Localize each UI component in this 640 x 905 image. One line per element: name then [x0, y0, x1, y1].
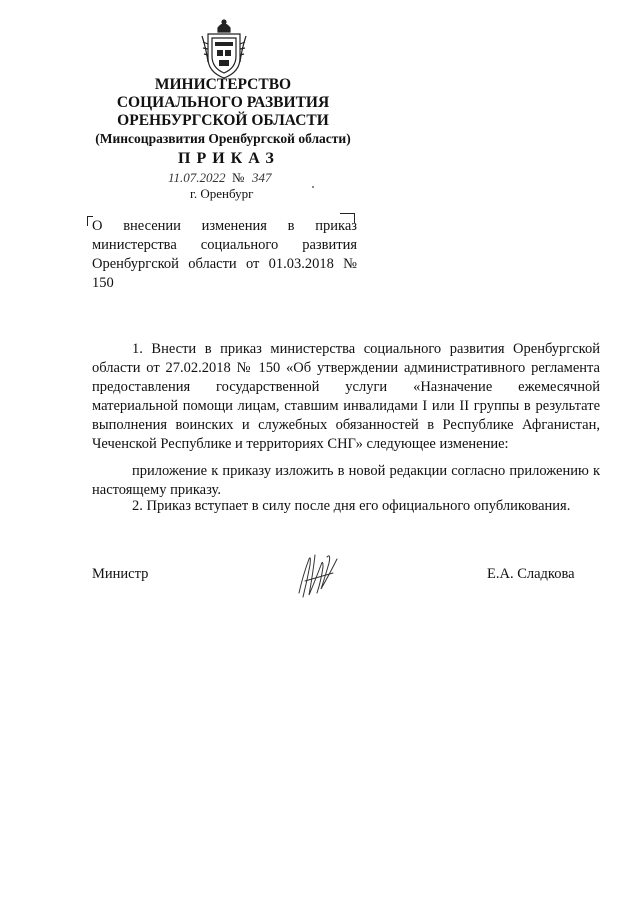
signatory-role: Министр: [92, 566, 149, 582]
order-date: 11.07.2022: [168, 170, 226, 185]
order-subject: О внесении изменения в приказ министерства социального развития Оренбургской области от 01.03.2018 № 150: [92, 218, 357, 291]
scan-speck: [312, 186, 314, 188]
body-paragraph-2: приложение к приказу изложить в новой редакции согласно приложению к настоящему приказу.: [92, 463, 600, 498]
handwritten-signature-icon: [285, 545, 355, 605]
body-paragraph-1: 1. Внести в приказ министерства социального развития Оренбургской области от 27.02.2018 № 150 «Об утверждении административного регламента предоставления государственной услуги «Назначение ежемесячной материальной помощи лицам, ставшим инвалидами I или II группы в результате выполнения воинских и служебных обязанностей в Республике Афганистан, Чеченской Республике и территориях СНГ» следующее изменение:: [92, 341, 600, 452]
header-line-4: (Минсоцразвития Оренбургской области): [95, 131, 351, 146]
header-line-1: МИНИСТЕРСТВО: [154, 76, 292, 93]
signatory-name: Е.А. Сладкова: [487, 566, 575, 582]
body-paragraph-3: 2. Приказ вступает в силу после дня его официального опубликования.: [132, 498, 571, 514]
order-city: г. Оренбург: [190, 186, 254, 201]
coat-of-arms-icon: [200, 18, 248, 80]
order-number-label: №: [232, 170, 245, 185]
order-number: 347: [252, 170, 272, 185]
order-title: ПРИКАЗ: [178, 150, 280, 167]
header-line-3: ОРЕНБУРГСКОЙ ОБЛАСТИ: [117, 112, 329, 129]
ministry-header: [78, 76, 368, 148]
header-line-2: СОЦИАЛЬНОГО РАЗВИТИЯ: [116, 94, 330, 111]
